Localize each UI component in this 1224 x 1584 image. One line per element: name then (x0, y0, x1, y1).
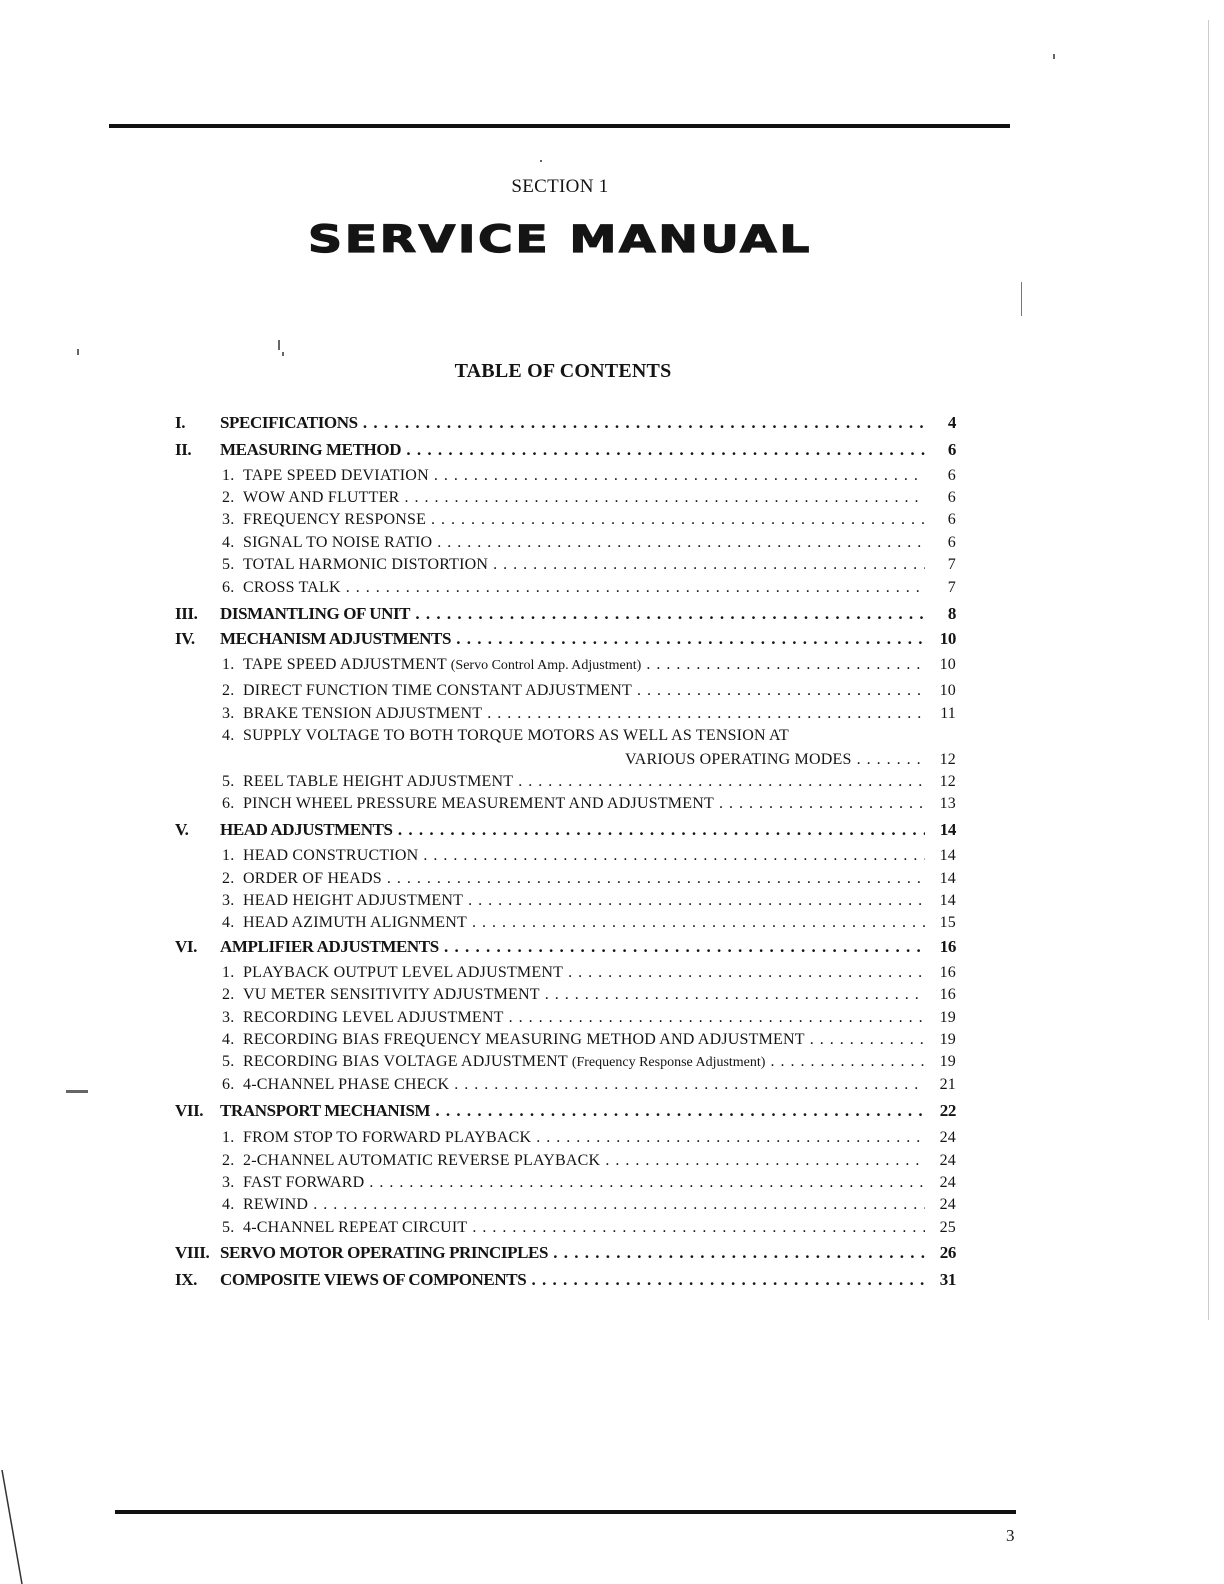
toc-page: 7 (947, 579, 956, 596)
toc-title (243, 793, 925, 815)
toc-number: 3. (222, 705, 235, 722)
scan-line (1208, 20, 1209, 1320)
toc-continuation-label: VARIOUS OPERATING MODES (625, 751, 852, 768)
toc-title (243, 912, 925, 934)
toc-page: 19 (939, 1053, 956, 1070)
toc-title (220, 1269, 925, 1291)
toc-section (0, 1242, 1224, 1264)
toc-subsection (0, 577, 1224, 599)
toc-subsection (0, 1194, 1224, 1216)
toc-number: 3. (222, 1174, 235, 1191)
toc-subsection (0, 1074, 1224, 1096)
toc-number: 2. (222, 870, 235, 887)
toc-page: 15 (939, 914, 956, 931)
section-label: SECTION 1 (511, 176, 609, 197)
toc-title (243, 509, 925, 531)
toc-title-text: COMPOSITE VIEWS OF COMPONENTS (220, 1270, 527, 1289)
toc-number: 2. (222, 682, 235, 699)
toc-number: 3. (222, 892, 235, 909)
toc-title-text: DIRECT FUNCTION TIME CONSTANT ADJUSTMENT (243, 682, 632, 699)
scan-edge-mark (0, 1470, 30, 1584)
toc-page: 6 (947, 534, 956, 551)
toc-title (243, 1029, 925, 1051)
toc-page: 26 (939, 1243, 956, 1262)
toc-title-text: FREQUENCY RESPONSE (243, 511, 427, 528)
toc-title (243, 1051, 925, 1074)
toc-number: 2. (222, 1152, 235, 1169)
toc-title-text: FROM STOP TO FORWARD PLAYBACK (243, 1129, 532, 1146)
toc-page: 14 (939, 870, 956, 887)
toc-title (220, 819, 925, 841)
toc-title-text: RECORDING BIAS VOLTAGE ADJUSTMENT (243, 1053, 568, 1070)
toc-subsection (0, 771, 1224, 793)
toc-page: 24 (939, 1129, 956, 1146)
toc-page: 14 (939, 820, 956, 839)
toc-title-text: TRANSPORT MECHANISM (220, 1101, 431, 1120)
toc-title-text: REWIND (243, 1196, 309, 1213)
toc-title (243, 1217, 925, 1239)
toc-title (243, 771, 925, 793)
scan-line (1021, 282, 1022, 316)
toc-title (243, 465, 925, 487)
toc-page: 16 (939, 986, 956, 1003)
toc-title-text: DISMANTLING OF UNIT (220, 604, 411, 623)
toc-title (243, 1074, 925, 1096)
toc-number: 4. (222, 1196, 235, 1213)
toc-subsection (0, 532, 1224, 554)
toc-number: IV. (175, 629, 195, 648)
toc-title (243, 1007, 925, 1029)
toc-subsection (0, 1051, 1224, 1073)
toc-number: IX. (175, 1270, 197, 1289)
toc-subsection (0, 984, 1224, 1006)
toc-title-note: (Servo Control Amp. Adjustment) (450, 658, 642, 673)
toc-title (243, 532, 925, 554)
toc-title-text: PINCH WHEEL PRESSURE MEASUREMENT AND ADJUSTMENT (243, 795, 714, 812)
toc-title (243, 487, 925, 509)
toc-number: V. (175, 820, 189, 839)
toc-title-text: WOW AND FLUTTER (243, 489, 400, 506)
toc-section (0, 439, 1224, 461)
toc-page: 21 (939, 1076, 956, 1093)
toc-title-text: BRAKE TENSION ADJUSTMENT (243, 705, 483, 722)
toc-title (243, 577, 925, 599)
toc-title (243, 845, 925, 867)
toc-subsection (0, 1172, 1224, 1194)
manual-title: SERVICE MANUAL (308, 218, 812, 261)
toc-subsection (0, 1150, 1224, 1172)
toc-title (220, 628, 925, 650)
toc-page: 22 (939, 1101, 956, 1120)
toc-title-text: RECORDING BIAS FREQUENCY MEASURING METHOD AND ADJUSTMENT (243, 1031, 805, 1048)
toc-page: 16 (939, 937, 956, 956)
scan-speck (282, 352, 284, 356)
toc-title-text: REEL TABLE HEIGHT ADJUSTMENT (243, 773, 514, 790)
toc-number: III. (175, 604, 198, 623)
toc-title (243, 984, 925, 1006)
toc-page: 4 (947, 413, 956, 432)
toc-page: 8 (947, 604, 956, 623)
toc-subsection (0, 1217, 1224, 1239)
toc-page: 11 (940, 705, 956, 722)
toc-number: 1. (222, 467, 235, 484)
toc-subsection (0, 1007, 1224, 1029)
toc-title-text: SPECIFICATIONS (220, 413, 358, 432)
toc-title-text: RECORDING LEVEL ADJUSTMENT (243, 1009, 504, 1026)
toc-title-text: HEAD ADJUSTMENTS (220, 820, 393, 839)
bottom-rule (115, 1510, 1016, 1514)
toc-page: 6 (947, 511, 956, 528)
toc-number: 5. (222, 773, 235, 790)
toc-number: 4. (222, 534, 235, 551)
toc-title-text: TAPE SPEED DEVIATION (243, 467, 429, 484)
toc-title-text: 2-CHANNEL AUTOMATIC REVERSE PLAYBACK (243, 1152, 601, 1169)
toc-title: TABLE OF CONTENTS (454, 360, 672, 382)
toc-continuation-text (625, 749, 925, 771)
scan-speck (66, 1090, 88, 1093)
toc-title (220, 439, 925, 461)
toc-number: 4. (222, 1031, 235, 1048)
toc-title-text: TOTAL HARMONIC DISTORTION (243, 556, 489, 573)
toc-section (0, 628, 1224, 650)
toc-subsection (0, 962, 1224, 984)
toc-page: 6 (947, 489, 956, 506)
toc-page: 10 (939, 682, 956, 699)
toc-number: 5. (222, 1053, 235, 1070)
toc-subsection (0, 845, 1224, 867)
toc-title (243, 890, 925, 912)
toc-subsection (0, 1029, 1224, 1051)
toc-number: 5. (222, 556, 235, 573)
toc-section (0, 603, 1224, 625)
toc-section (0, 936, 1224, 958)
toc-page: 16 (939, 964, 956, 981)
toc-subsection (0, 890, 1224, 912)
toc-number: 2. (222, 489, 235, 506)
toc-section (0, 819, 1224, 841)
toc-page: 14 (939, 847, 956, 864)
toc-title (220, 1100, 925, 1122)
toc-title-text: 4-CHANNEL REPEAT CIRCUIT (243, 1219, 468, 1236)
toc-title-text: VU METER SENSITIVITY ADJUSTMENT (243, 986, 540, 1003)
toc-page: 12 (939, 751, 956, 768)
scan-speck (1053, 54, 1055, 59)
toc-page: 25 (939, 1219, 956, 1236)
toc-number: 1. (222, 847, 235, 864)
toc-page: 12 (939, 773, 956, 790)
toc-subsection (0, 703, 1224, 725)
scan-speck (77, 349, 79, 355)
toc-number: 5. (222, 1219, 235, 1236)
toc-title (220, 936, 925, 958)
toc-page: 19 (939, 1009, 956, 1026)
toc-subsection (0, 554, 1224, 576)
toc-title (243, 703, 925, 725)
toc-number: 3. (222, 1009, 235, 1026)
toc-number: 4. (222, 914, 235, 931)
toc-title-text: 4-CHANNEL PHASE CHECK (243, 1076, 450, 1093)
toc-number: I. (175, 413, 186, 432)
toc-title (243, 1150, 925, 1172)
toc-subsection (0, 1127, 1224, 1149)
toc-title (243, 868, 925, 890)
toc-page: 24 (939, 1196, 956, 1213)
toc-title (243, 725, 925, 747)
toc-title-text: HEAD CONSTRUCTION (243, 847, 419, 864)
toc-number: VIII. (175, 1243, 210, 1262)
toc-section (0, 1269, 1224, 1291)
toc-number: 6. (222, 579, 235, 596)
toc-page: 24 (939, 1152, 956, 1169)
toc-continuation (0, 749, 1224, 771)
scan-speck (540, 160, 542, 162)
toc-title-text: MEASURING METHOD (220, 440, 402, 459)
toc-title-text: SUPPLY VOLTAGE TO BOTH TORQUE MOTORS AS WELL AS TENSION AT (243, 727, 789, 744)
toc-page: 31 (939, 1270, 956, 1289)
toc-page: 6 (947, 440, 956, 459)
toc-title-text: HEAD HEIGHT ADJUSTMENT (243, 892, 464, 909)
toc-subsection (0, 725, 1224, 747)
toc-page: 10 (939, 656, 956, 673)
toc-title (243, 1127, 925, 1149)
toc-number: VII. (175, 1101, 204, 1120)
toc-title (220, 603, 925, 625)
toc-title-text: ORDER OF HEADS (243, 870, 382, 887)
toc-title (243, 554, 925, 576)
toc-page: 7 (947, 556, 956, 573)
toc-number: 6. (222, 795, 235, 812)
toc-title-text: TAPE SPEED ADJUSTMENT (243, 656, 447, 673)
toc-title-text: SIGNAL TO NOISE RATIO (243, 534, 433, 551)
toc-title (243, 962, 925, 984)
toc-section (0, 1100, 1224, 1122)
toc-number: 1. (222, 1129, 235, 1146)
toc-number: 2. (222, 986, 235, 1003)
toc-section (0, 412, 1224, 434)
toc-page: 24 (939, 1174, 956, 1191)
toc-title-text: PLAYBACK OUTPUT LEVEL ADJUSTMENT (243, 964, 564, 981)
toc-title (243, 654, 925, 677)
toc-title-text: SERVO MOTOR OPERATING PRINCIPLES (220, 1243, 549, 1262)
toc-subsection (0, 680, 1224, 702)
toc-subsection (0, 465, 1224, 487)
toc-number: II. (175, 440, 192, 459)
toc-subsection (0, 509, 1224, 531)
toc-title-text: HEAD AZIMUTH ALIGNMENT (243, 914, 467, 931)
toc-page: 14 (939, 892, 956, 909)
toc-number: 6. (222, 1076, 235, 1093)
toc-subsection (0, 912, 1224, 934)
toc-number: 4. (222, 727, 235, 744)
toc-title (220, 412, 925, 434)
toc-subsection (0, 654, 1224, 676)
toc-subsection (0, 793, 1224, 815)
toc-number: VI. (175, 937, 197, 956)
toc-title (243, 680, 925, 702)
page-number: 3 (1006, 1526, 1015, 1545)
toc-page: 10 (939, 629, 956, 648)
toc-title (220, 1242, 925, 1264)
toc-number: 1. (222, 964, 235, 981)
scan-speck (278, 340, 280, 350)
toc-title-text: FAST FORWARD (243, 1174, 365, 1191)
toc-subsection (0, 487, 1224, 509)
toc-title-text: CROSS TALK (243, 579, 341, 596)
toc-page: 13 (939, 795, 956, 812)
toc-number: 1. (222, 656, 235, 673)
toc-page: 19 (939, 1031, 956, 1048)
toc-number: 3. (222, 511, 235, 528)
toc-title (243, 1194, 925, 1216)
toc-title-note: (Frequency Response Adjustment) (571, 1055, 766, 1070)
toc-title (243, 1172, 925, 1194)
toc-title-text: MECHANISM ADJUSTMENTS (220, 629, 452, 648)
toc-page: 6 (947, 467, 956, 484)
toc-title-text: AMPLIFIER ADJUSTMENTS (220, 937, 439, 956)
toc-subsection (0, 868, 1224, 890)
